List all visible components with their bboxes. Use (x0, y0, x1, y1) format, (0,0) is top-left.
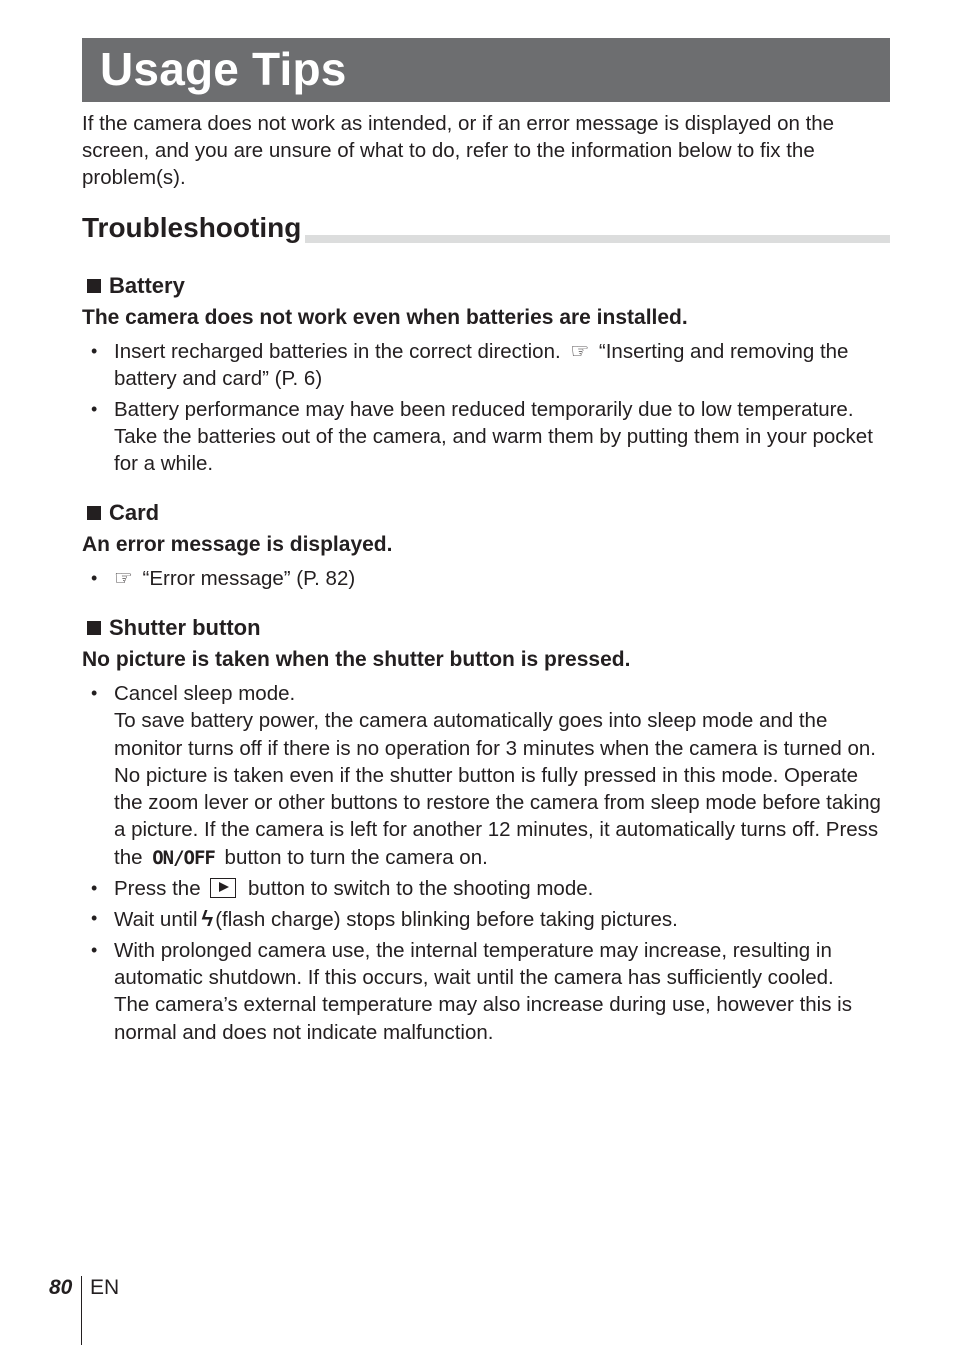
battery-problem: The camera does not work even when batteries are installed. (82, 306, 688, 329)
card-block (82, 498, 892, 592)
battery-heading (82, 271, 892, 301)
battery-tips (82, 338, 892, 477)
shutter-heading-label: Shutter button (109, 615, 261, 640)
battery-heading-label: Battery (109, 273, 185, 298)
card-heading-label: Card (109, 500, 160, 525)
square-bullet-icon (87, 621, 101, 635)
shutter-tips (82, 680, 892, 1046)
tip-text: Insert recharged batteries in the correct direction. (114, 340, 561, 363)
section-header (82, 208, 890, 248)
list-item (82, 937, 892, 1046)
flash-charge-icon: ϟ (201, 906, 214, 932)
reference-link: “Inserting and removing the battery and card” (P. 6) (114, 340, 849, 391)
tip-text: Wait until (114, 908, 198, 932)
list-item (82, 905, 892, 933)
page-number: 80 (49, 1276, 73, 1299)
tip-text: The camera’s external temperature may also increase during use, however this is normal and does not indicate malfunction. (114, 993, 852, 1044)
list-item (82, 396, 892, 478)
reference-hand-icon: ☞ (570, 340, 590, 363)
reference-hand-icon: ☞ (114, 567, 133, 590)
tip-text: button to turn the camera on. (224, 845, 488, 869)
shutter-problem: No picture is taken when the shutter button is pressed. (82, 648, 631, 671)
intro-text: If the camera does not work as intended, or if an error message is displayed on the screen, and you are unsure of what to do, refer to the information below to fix the problem(s). (82, 112, 835, 190)
tip-text: • With prolonged camera use, the internal temperature may increase, resulting in automatic shutdown. If this occurs, wait until the camera has sufficiently cooled. (114, 938, 834, 989)
list-item (82, 565, 892, 592)
page-title: Usage Tips (100, 43, 347, 95)
square-bullet-icon (87, 506, 101, 520)
tip-body (114, 707, 892, 872)
title-bar (82, 38, 890, 102)
tip-title: • Cancel sleep mode. (114, 682, 296, 705)
card-tips (82, 565, 892, 592)
square-bullet-icon (87, 279, 101, 293)
list-item (82, 338, 892, 393)
tip-text: Battery performance may have been reduced temporarily due to low temperature. Take the batteries out of the camera, and warm them by putting them in your pocket for a while. (114, 397, 873, 476)
list-item (82, 680, 892, 872)
shutter-heading (82, 613, 892, 643)
onoff-button-label: ON/OFF (152, 846, 215, 869)
tip-text: button to switch to the shooting mode. (248, 877, 594, 901)
card-problem: An error message is displayed. (82, 533, 393, 556)
tip-text: Press the (114, 877, 201, 901)
tip-text: (flash charge) stops blinking before taking pictures. (215, 908, 678, 932)
shutter-block (82, 613, 892, 1046)
language-label: EN (90, 1276, 120, 1299)
reference-link: “Error message” (P. 82) (142, 567, 356, 590)
list-item (82, 875, 892, 902)
card-heading (82, 498, 892, 528)
playback-button-icon (210, 878, 236, 898)
battery-block (82, 271, 892, 477)
section-title: Troubleshooting (82, 211, 305, 245)
tip-text: To save battery power, the camera automatically goes into sleep mode and the monitor turns off if there is no operation for 3 minutes when the camera is turned on. No picture is taken even if the shutter button is fully pressed in this mode. Operate the zoom lever or other buttons to restore the camera from sleep mode before taking a picture. If the camera is left for another 12 minutes, it automatically turns off. Press the (114, 709, 881, 869)
footer-divider (81, 1276, 82, 1345)
